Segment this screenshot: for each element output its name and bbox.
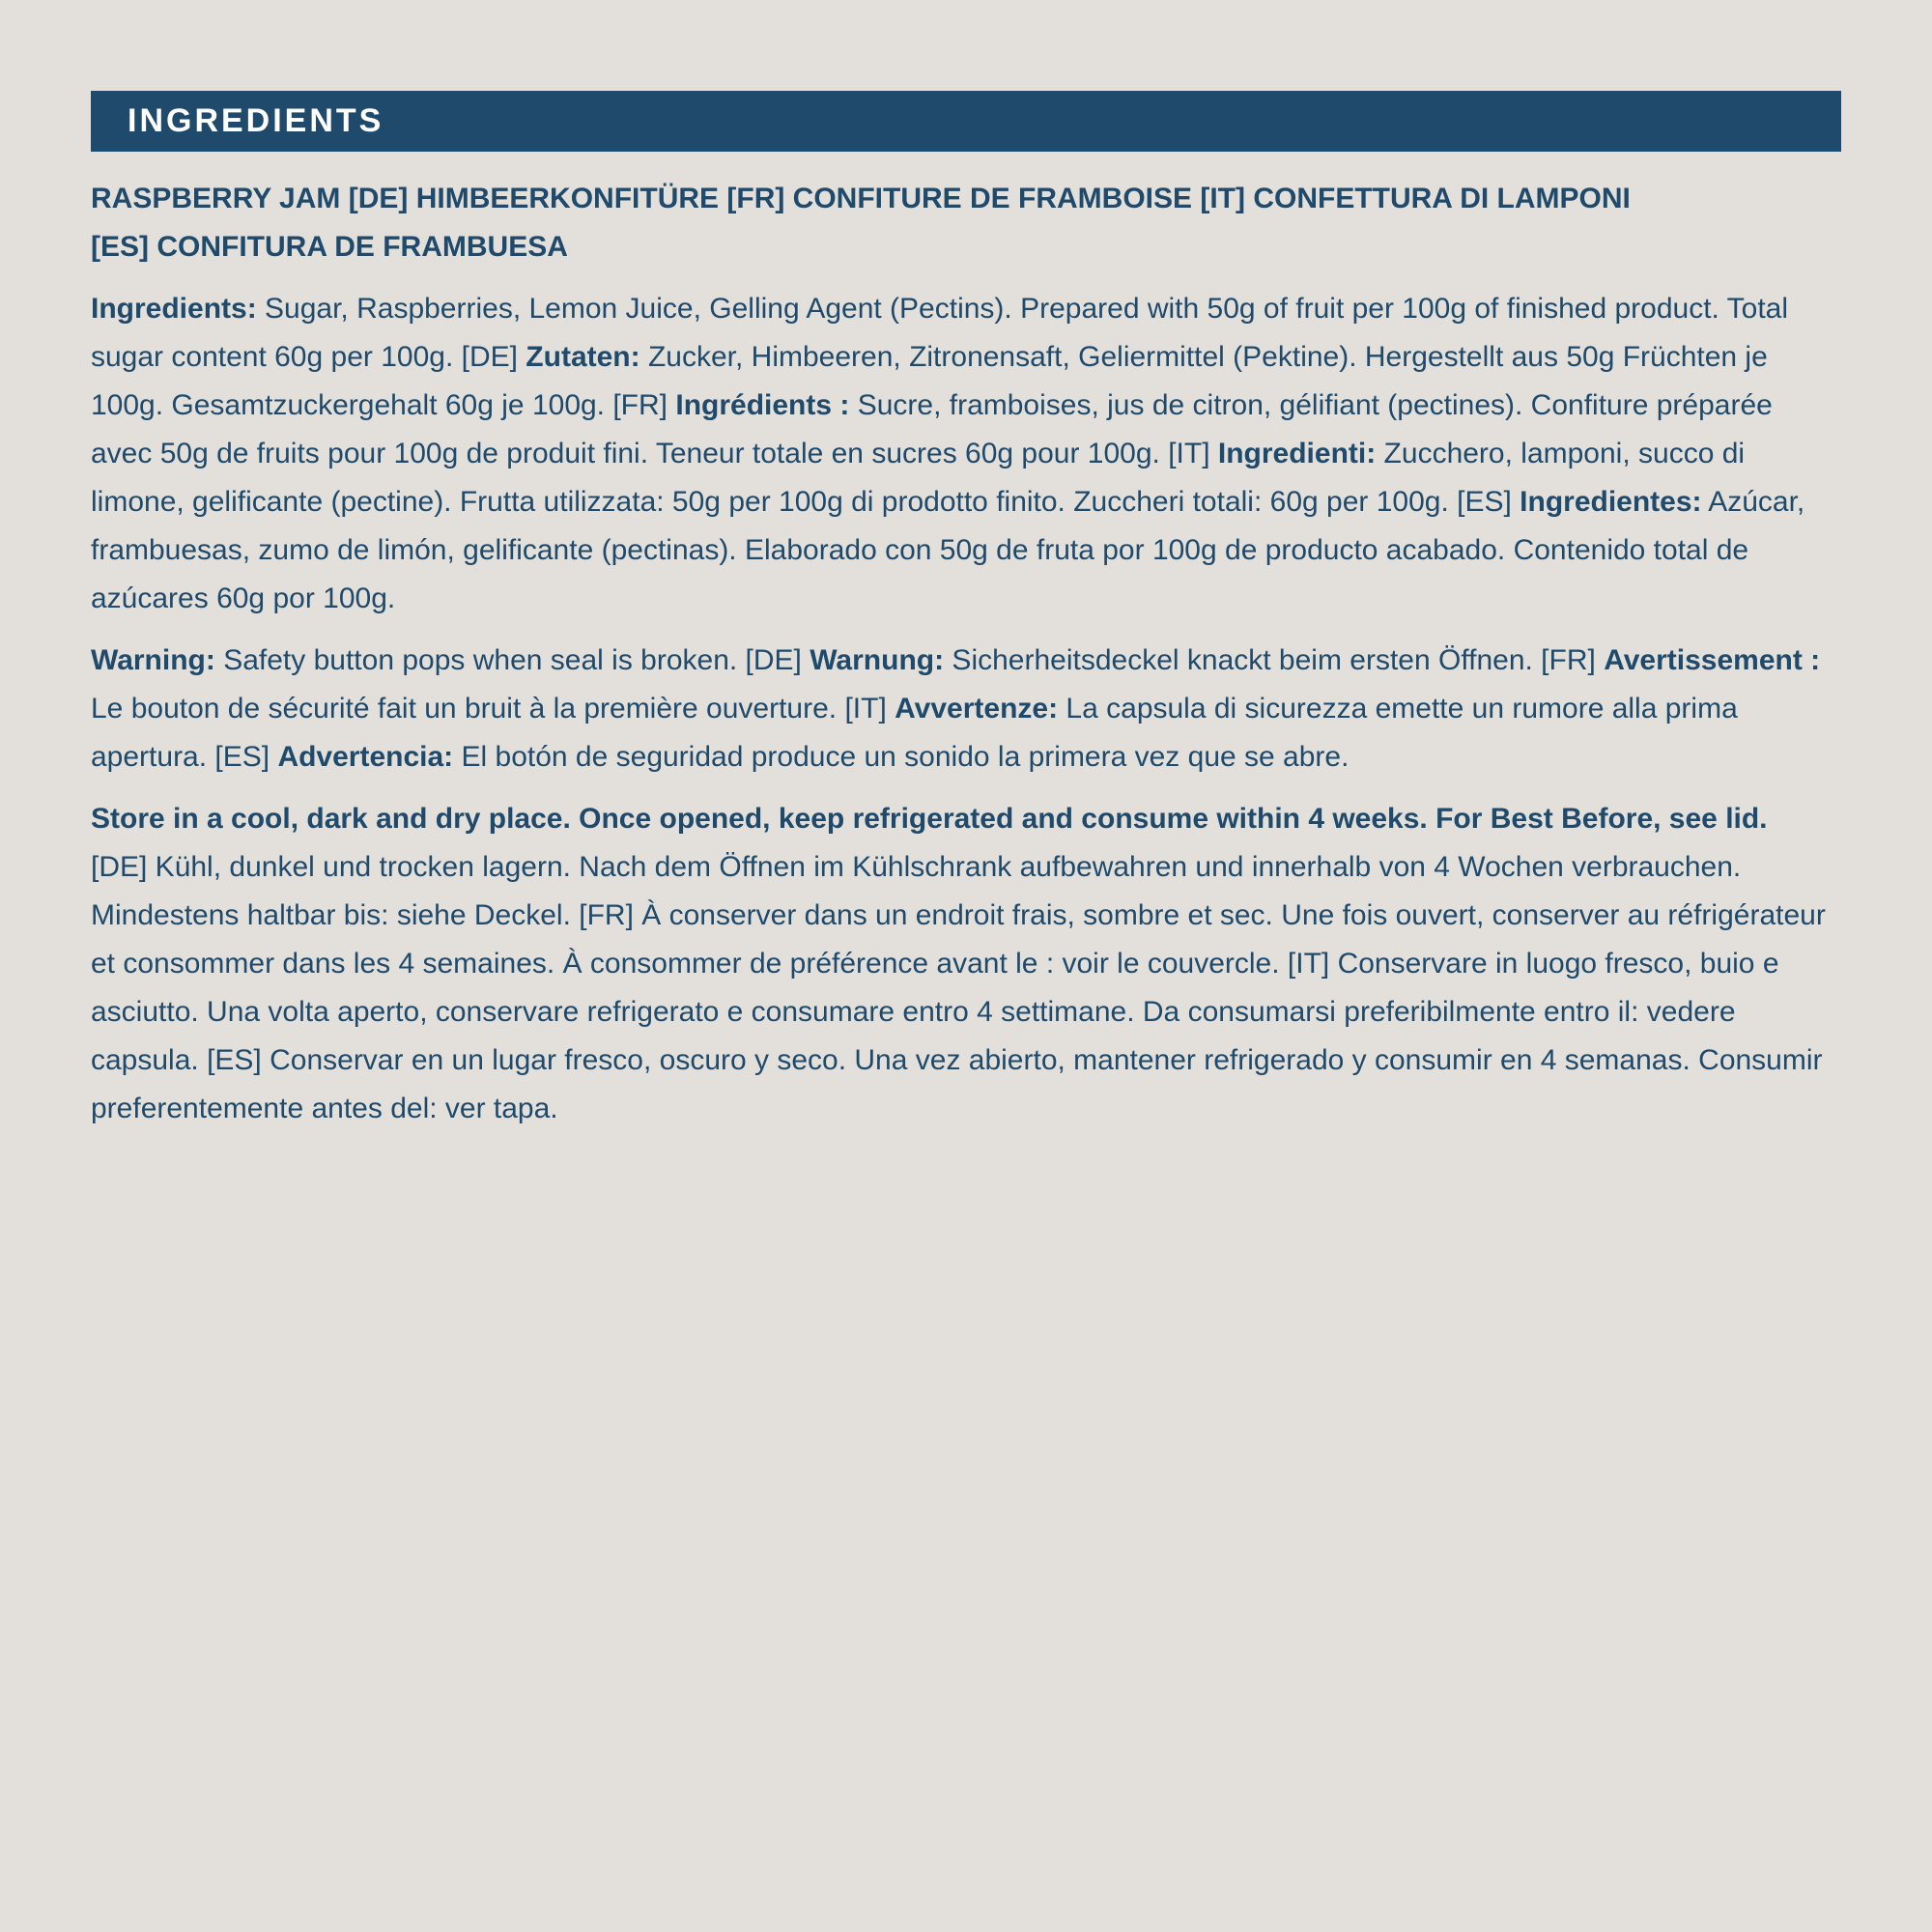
ingredients-en-label: Ingredients: <box>91 293 257 325</box>
storage-translations: [DE] Kühl, dunkel und trocken lagern. Nach dem Öffnen im Kühlschrank aufbewahren und innerhalb von 4 Wochen verbrauchen. Mindestens haltbar bis: siehe Deckel. [FR] À conserver dans un endroit frais, sombre et sec. Une fois ouvert, conserver au réfrigérateur et consommer dans les 4 semaines. À consommer de préférence avant le : voir le couvercle. [IT] Conservare in luogo fresco, buio e asciutto. Una volta aperto, conservare refrigerato e consumare entro 4 settimane. Da consumarsi preferibilmente entro il: vedere capsula. [ES] Conservar en un lugar fresco, oscuro y seco. Una vez abierto, mantener refrigerado y consumir en 4 semanas. Consumir preferentemente antes del: ver tapa. <box>91 851 1826 1124</box>
ingredients-label <box>91 91 1841 1133</box>
ingredients-en-text: Sugar, Raspberries, Lemon Juice, Gelling Agent (Pectins). Prepared with 50g of fruit per 100g of finished product. Total sugar content 60g per 100g. [DE] <box>91 293 1789 373</box>
warning-fr-text: Le bouton de sécurité fait un bruit à la première ouverture. [IT] <box>91 693 895 724</box>
product-title-line-1: RASPBERRY JAM [DE] HIMBEERKONFITÜRE [FR] CONFITURE DE FRAMBOISE [IT] CONFETTURA DI LAMPONI <box>91 183 1631 214</box>
warning-en-label: Warning: <box>91 644 215 676</box>
warning-es-label: Advertencia: <box>277 741 454 773</box>
warning-de-label: Warnung: <box>810 644 945 676</box>
warning-de-text: Sicherheitsdeckel knackt beim ersten Öffnen. [FR] <box>944 644 1605 676</box>
ingredients-fr-text: Sucre, framboises, jus de citron, gélifiant (pectines). Confiture préparée avec 50g de fruits pour 100g de produit fini. Teneur totale en sucres 60g pour 100g. [IT] <box>91 389 1773 469</box>
product-title <box>91 175 1841 271</box>
ingredients-paragraph <box>91 285 1841 623</box>
warning-es-text: El botón de seguridad produce un sonido la primera vez que se abre. <box>453 741 1350 773</box>
warning-paragraph <box>91 637 1841 781</box>
warning-en-text: Safety button pops when seal is broken. [DE] <box>214 644 810 676</box>
warning-it-label: Avvertenze: <box>895 693 1059 724</box>
header-bar <box>91 91 1841 152</box>
warning-fr-label: Avertissement : <box>1604 644 1821 676</box>
ingredients-es-text: Azúcar, frambuesas, zumo de limón, gelificante (pectinas). Elaborado con 50g de fruta por 100g de producto acabado. Contenido total de azúcares 60g por 100g. <box>91 486 1805 614</box>
product-title-line-2: [ES] CONFITURA DE FRAMBUESA <box>91 231 568 263</box>
ingredients-de-label: Zutaten: <box>526 341 640 373</box>
ingredients-it-text: Zucchero, lamponi, succo di limone, gelificante (pectine). Frutta utilizzata: 50g per 100g di prodotto finito. Zuccheri totali: 60g per 100g. [ES] <box>91 438 1746 518</box>
storage-paragraph <box>91 795 1841 1133</box>
storage-en-instructions: Store in a cool, dark and dry place. Once opened, keep refrigerated and consume within 4 weeks. For Best Before, see lid. <box>91 803 1768 835</box>
section-title: INGREDIENTS <box>128 102 384 139</box>
ingredients-de-text: Zucker, Himbeeren, Zitronensaft, Geliermittel (Pektine). Hergestellt aus 50g Früchten je 100g. Gesamtzuckergehalt 60g je 100g. [FR] <box>91 341 1768 421</box>
warning-it-text: La capsula di sicurezza emette un rumore alla prima apertura. [ES] <box>91 693 1738 773</box>
ingredients-it-label: Ingredienti: <box>1217 438 1377 469</box>
ingredients-fr-label: Ingrédients : <box>675 389 850 421</box>
ingredients-es-label: Ingredientes: <box>1520 486 1702 518</box>
